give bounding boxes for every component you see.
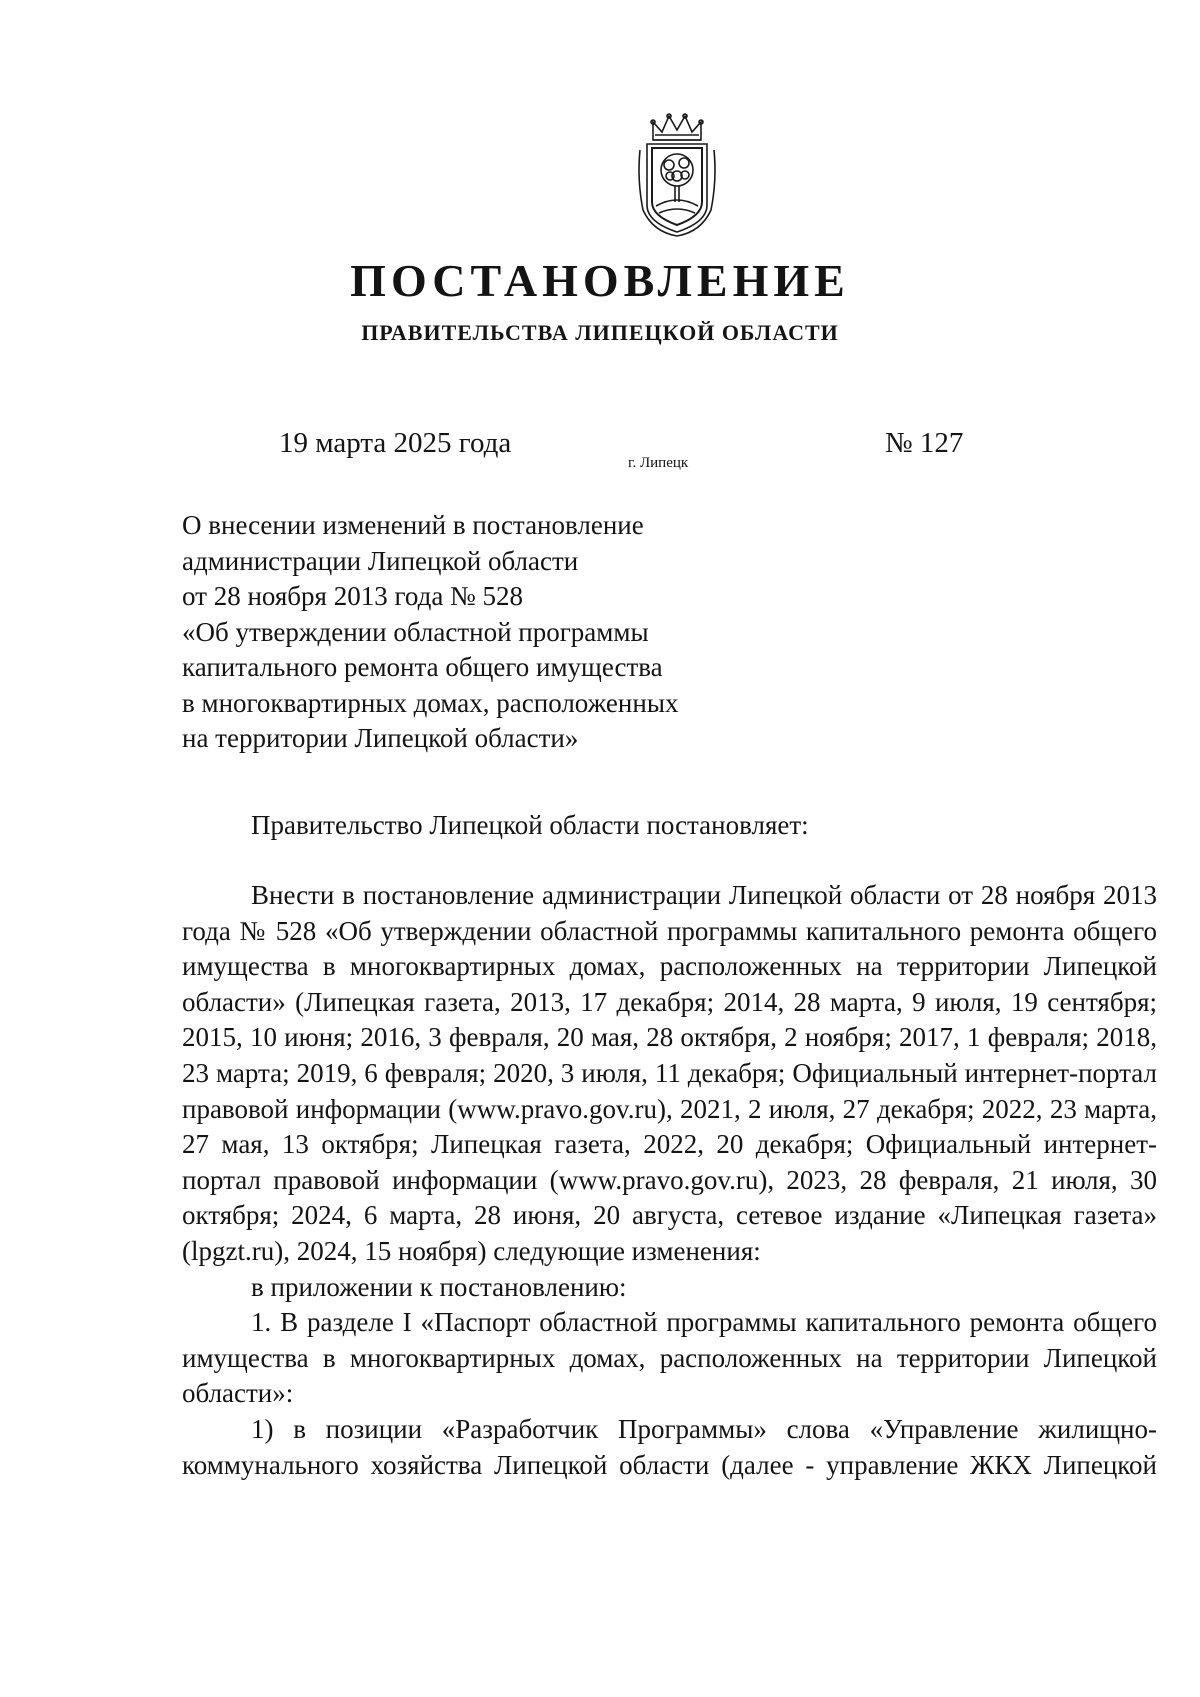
issuer-name: ПРАВИТЕЛЬСТВА ЛИПЕЦКОЙ ОБЛАСТИ [361, 320, 839, 345]
heading-line: капитального ремонта общего имущества [182, 652, 663, 682]
resolution-intro: Правительство Липецкой области постановляет: [251, 810, 809, 840]
document-date: 19 марта 2025 года [279, 427, 512, 459]
body-paragraph: в приложении к постановлению: [251, 1271, 627, 1302]
document-number: № 127 [885, 427, 964, 459]
heading-line: О внесении изменений в постановление [182, 510, 644, 540]
body-paragraph: 1) в позиции «Разработчик Программы» слова «Управление жилищно-коммунального хозяйства Липецкой области (далее - управление ЖКХ Липецкой [182, 1413, 1157, 1480]
body-paragraph: 1. В разделе I «Паспорт областной программы капитального ремонта общего имущества в многоквартирных домах, расположенных на территории Липецкой области»: [182, 1307, 1157, 1409]
heading-line: на территории Липецкой области» [182, 723, 579, 753]
heading-line: «Об утверждении областной программы [182, 616, 649, 647]
document-title: ПОСТАНОВЛЕНИЕ [350, 255, 850, 306]
document-city: г. Липецк [628, 455, 689, 471]
heading-line: администрации Липецкой области [182, 545, 579, 576]
body-paragraph: Внести в постановление администрации Липецкой области от 28 ноября 2013 года № 528 «Об утверждении областной программы капитального ремонта общего имущества в многоквартирных домах, расположенных на территории Липецкой области» (Липецкая газета, 2013, 17 декабря; 2014, 28 марта, 9 июля, 19 сентября; 2015, 10 июня; 2016, 3 февраля, 20 мая, 28 октября, 2 ноября; 2017, 1 февраля; 2018, 23 марта; 2019, 6 февраля; 2020, 3 июля, 11 декабря; Официальный интернет-портал правовой информации (www.pravo.gov.ru), 2021, 2 июля, 27 декабря; 2022, 23 марта, 27 мая, 13 октября; Липецкая газета, 2022, 20 декабря; Официальный интернет-портал правовой информации (www.pravo.gov.ru), 2023, 28 февраля, 21 июля, 30 октября; 2024, 6 марта, 28 июня, 20 августа, сетевое издание «Липецкая газета» (lpgzt.ru), 2024, 15 ноября) следующие изменения: [182, 880, 1157, 1266]
heading-line: от 28 ноября 2013 года № 528 [182, 581, 524, 611]
document-body [182, 878, 1157, 1483]
heading-line: в многоквартирных домах, расположенных [182, 687, 679, 718]
document-heading [182, 508, 678, 757]
coat-of-arms-icon [631, 110, 723, 238]
